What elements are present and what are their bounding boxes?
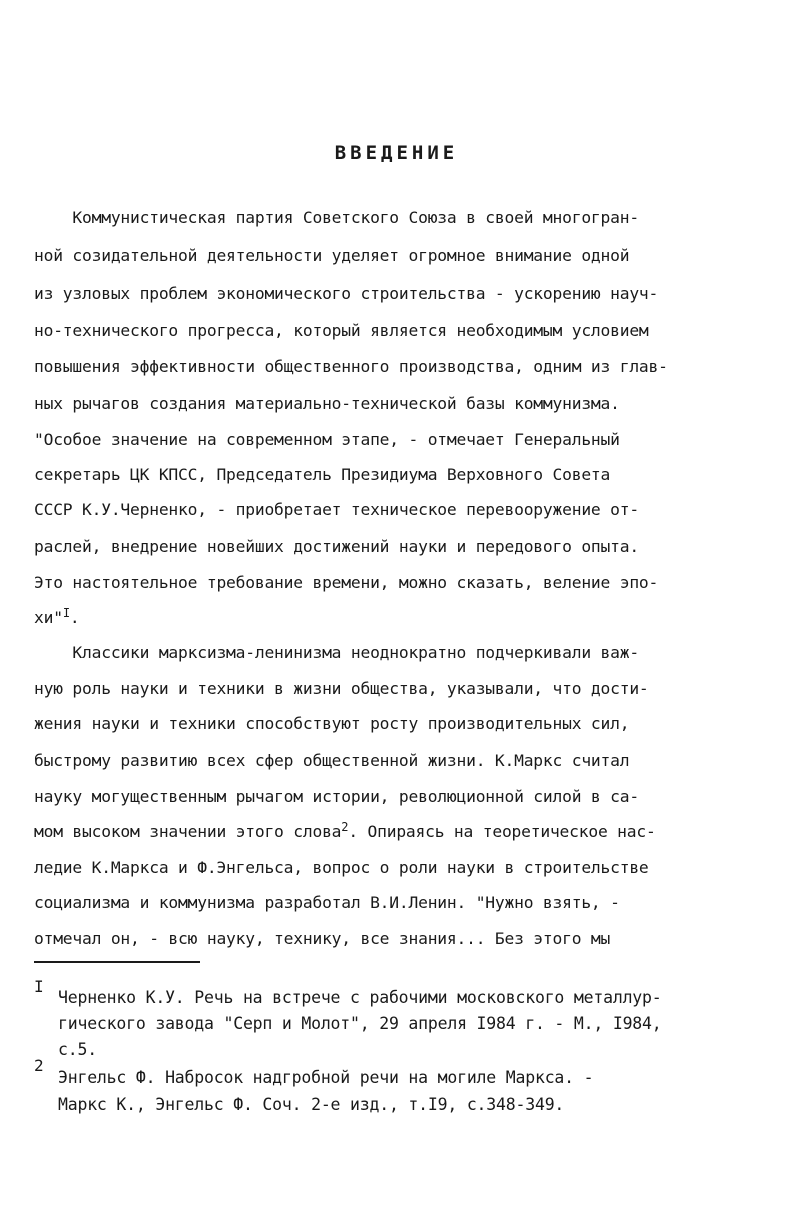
footnote-line: Черненко К.У. Речь на встрече с рабочими московского металлур- (58, 988, 662, 1007)
footnote-marker: 2 (34, 1056, 44, 1075)
text-line: быстрому развитию всех сфер общественной жизни. К.Маркс считал (34, 751, 630, 770)
text-line: но-технического прогресса, который является необходимым условием (34, 321, 649, 340)
text-line: социализма и коммунизма разработал В.И.Ленин. "Нужно взять, - (34, 893, 620, 912)
text-line: ледие К.Маркса и Ф.Энгельса, вопрос о роли науки в строительстве (34, 858, 649, 877)
footnote-reference: 2 (341, 820, 349, 834)
footnote-separator (34, 961, 200, 963)
text-fragment: мом высоком значении этого слова (34, 822, 342, 841)
footnote-line: гического завода "Серп и Молот", 29 апреля I984 г. - М., I984, (58, 1014, 662, 1033)
footnote-line: Энгельс Ф. Набросок надгробной речи на могиле Маркса. - (58, 1068, 594, 1087)
footnote-line: Маркс К., Энгельс Ф. Соч. 2-е изд., т.I9, с.348-349. (58, 1095, 565, 1114)
text-fragment: хи" (34, 608, 63, 627)
text-fragment: . Опираясь на теоретическое нас- (348, 822, 656, 841)
text-line: "Особое значение на современном этапе, - отмечает Генеральный (34, 430, 620, 449)
text-line: СССР К.У.Черненко, - приобретает техническое перевооружение от- (34, 500, 639, 519)
text-line: секретарь ЦК КПСС, Председатель Президиума Верховного Совета (34, 465, 611, 484)
page-heading: ВВЕДЕНИЕ (334, 142, 459, 164)
footnote-marker: I (34, 977, 44, 996)
footnote-reference: I (62, 606, 70, 620)
text-line: ную роль науки и техники в жизни общества, указывали, что дости- (34, 679, 649, 698)
text-line: раслей, внедрение новейших достижений науки и передового опыта. (34, 537, 639, 556)
text-line (34, 608, 79, 629)
text-line: жения науки и техники способствуют росту производительных сил, (34, 714, 630, 733)
period: . (69, 608, 80, 627)
text-line: Коммунистическая партия Советского Союза в своей многогран- (34, 208, 639, 227)
text-line: ных рычагов создания материально-технической базы коммунизма. (34, 394, 620, 413)
text-line: ной созидательной деятельности уделяет огромное внимание одной (34, 246, 630, 265)
text-line: Классики марксизма-ленинизма неоднократно подчеркивали важ- (34, 643, 639, 662)
text-line: из узловых проблем экономического строительства - ускорению науч- (34, 284, 659, 303)
text-line: отмечал он, - всю науку, технику, все знания... Без этого мы (34, 929, 611, 948)
text-line: науку могущественным рычагом истории, революционной силой в са- (34, 787, 639, 806)
footnote-line: с.5. (58, 1040, 97, 1059)
text-line: Это настоятельное требование времени, можно сказать, веление эпо- (34, 573, 659, 592)
text-line: повышения эффективности общественного производства, одним из глав- (34, 357, 668, 376)
text-line (34, 822, 656, 843)
